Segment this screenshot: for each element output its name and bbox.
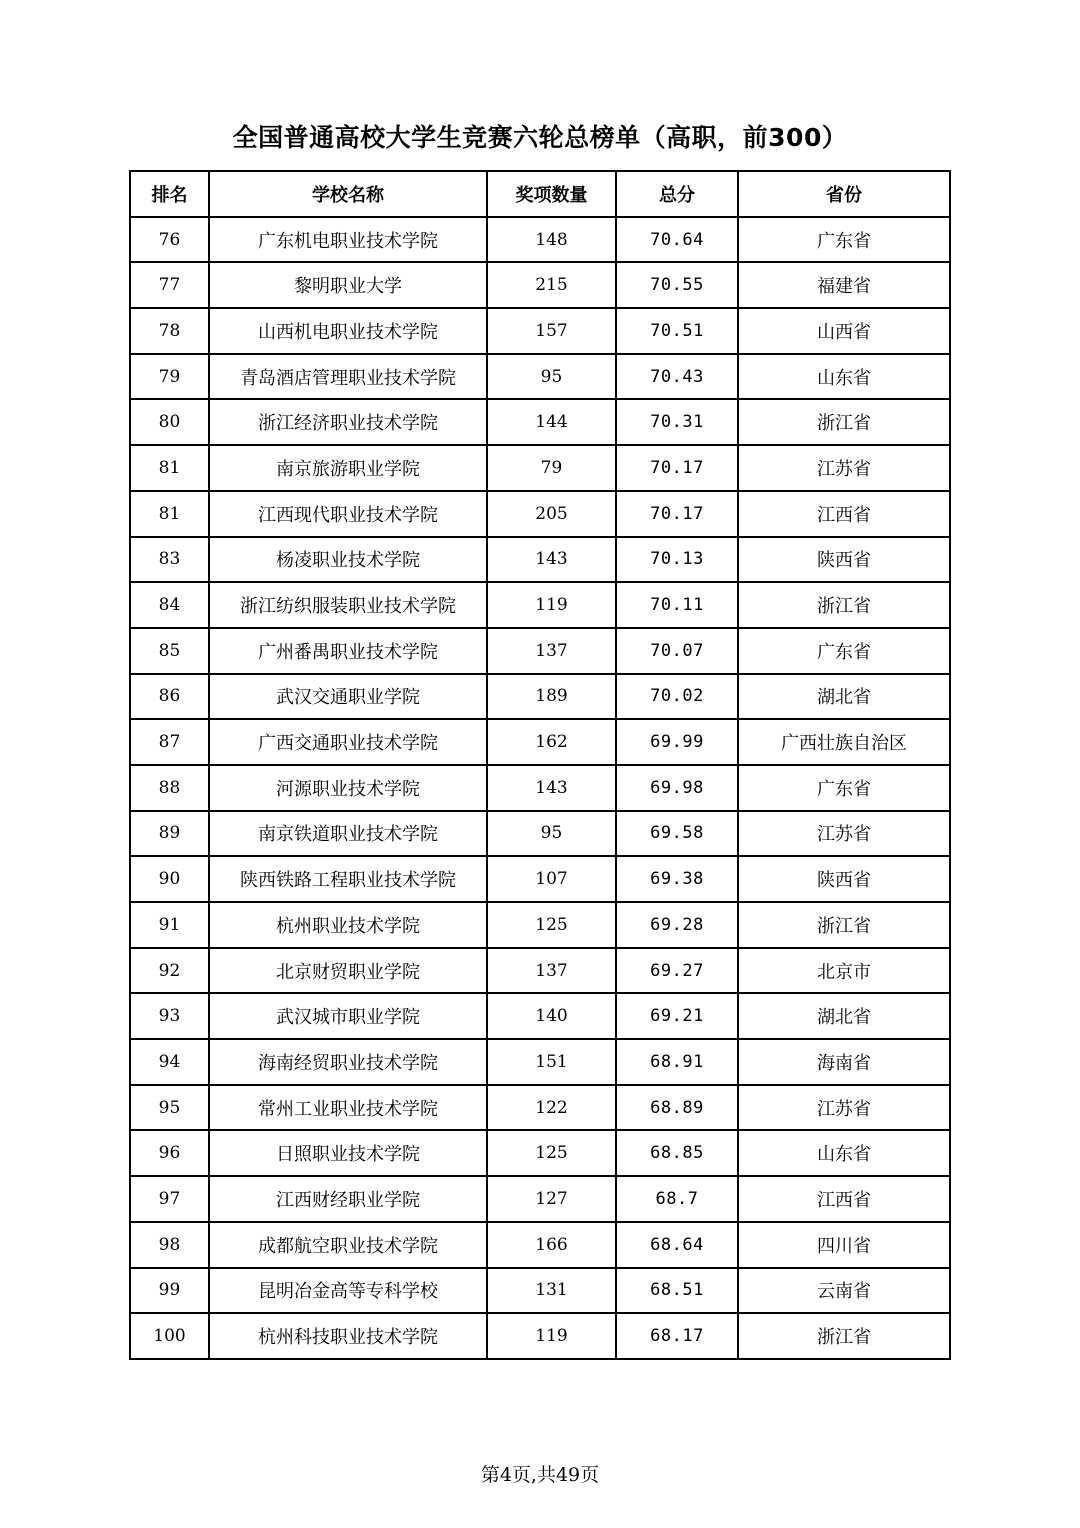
table-row: [130, 217, 950, 263]
province-cell: 广西壮族自治区: [738, 719, 950, 765]
province-cell: 山西省: [738, 308, 950, 354]
table-row: [130, 354, 950, 400]
rank-cell: 81: [130, 445, 209, 491]
province-cell: 山东省: [738, 1130, 950, 1176]
score-cell: 70.31: [616, 399, 738, 445]
province-cell: 云南省: [738, 1268, 950, 1314]
school-cell: 武汉城市职业学院: [209, 993, 487, 1039]
header-province: 省份: [738, 171, 950, 217]
awards-cell: 127: [487, 1176, 616, 1222]
table-row: [130, 719, 950, 765]
province-cell: 陕西省: [738, 856, 950, 902]
awards-cell: 125: [487, 1130, 616, 1176]
rank-cell: 77: [130, 262, 209, 308]
school-cell: 南京旅游职业学院: [209, 445, 487, 491]
rank-cell: 95: [130, 1085, 209, 1131]
awards-cell: 215: [487, 262, 616, 308]
awards-cell: 137: [487, 628, 616, 674]
rank-cell: 100: [130, 1313, 209, 1359]
table-row: [130, 811, 950, 857]
awards-cell: 125: [487, 902, 616, 948]
awards-cell: 144: [487, 399, 616, 445]
province-cell: 陕西省: [738, 537, 950, 583]
awards-cell: 119: [487, 1313, 616, 1359]
rank-cell: 94: [130, 1039, 209, 1085]
rank-cell: 78: [130, 308, 209, 354]
province-cell: 浙江省: [738, 1313, 950, 1359]
score-cell: 70.43: [616, 354, 738, 400]
table-row: [130, 1222, 950, 1268]
header-rank: 排名: [130, 171, 209, 217]
table-row: [130, 1085, 950, 1131]
awards-cell: 143: [487, 537, 616, 583]
school-cell: 武汉交通职业学院: [209, 674, 487, 720]
awards-cell: 119: [487, 582, 616, 628]
awards-cell: 131: [487, 1268, 616, 1314]
score-cell: 69.99: [616, 719, 738, 765]
school-cell: 昆明冶金高等专科学校: [209, 1268, 487, 1314]
score-cell: 69.21: [616, 993, 738, 1039]
score-cell: 70.17: [616, 445, 738, 491]
school-cell: 山西机电职业技术学院: [209, 308, 487, 354]
table-row: [130, 1313, 950, 1359]
province-cell: 江西省: [738, 491, 950, 537]
rank-cell: 79: [130, 354, 209, 400]
table-row: [130, 1130, 950, 1176]
table-row: [130, 1176, 950, 1222]
page-title: 全国普通高校大学生竞赛六轮总榜单（高职，前300）: [232, 123, 848, 152]
rank-cell: 88: [130, 765, 209, 811]
score-cell: 68.91: [616, 1039, 738, 1085]
rank-cell: 98: [130, 1222, 209, 1268]
province-cell: 湖北省: [738, 993, 950, 1039]
school-cell: 黎明职业大学: [209, 262, 487, 308]
table-row: [130, 537, 950, 583]
page-number-footer: 第4页,共49页: [480, 1464, 600, 1486]
score-cell: 70.55: [616, 262, 738, 308]
awards-cell: 143: [487, 765, 616, 811]
province-cell: 广东省: [738, 765, 950, 811]
score-cell: 69.27: [616, 948, 738, 994]
table-row: [130, 1268, 950, 1314]
awards-cell: 148: [487, 217, 616, 263]
school-cell: 青岛酒店管理职业技术学院: [209, 354, 487, 400]
school-cell: 广州番禺职业技术学院: [209, 628, 487, 674]
awards-cell: 107: [487, 856, 616, 902]
rank-cell: 93: [130, 993, 209, 1039]
score-cell: 69.98: [616, 765, 738, 811]
rank-cell: 99: [130, 1268, 209, 1314]
table-row: [130, 902, 950, 948]
awards-cell: 162: [487, 719, 616, 765]
rank-cell: 76: [130, 217, 209, 263]
rank-cell: 92: [130, 948, 209, 994]
province-cell: 四川省: [738, 1222, 950, 1268]
score-cell: 70.07: [616, 628, 738, 674]
school-cell: 日照职业技术学院: [209, 1130, 487, 1176]
awards-cell: 140: [487, 993, 616, 1039]
awards-cell: 166: [487, 1222, 616, 1268]
rank-cell: 84: [130, 582, 209, 628]
table-row: [130, 262, 950, 308]
province-cell: 海南省: [738, 1039, 950, 1085]
province-cell: 湖北省: [738, 674, 950, 720]
score-cell: 70.11: [616, 582, 738, 628]
province-cell: 福建省: [738, 262, 950, 308]
province-cell: 北京市: [738, 948, 950, 994]
school-cell: 广西交通职业技术学院: [209, 719, 487, 765]
awards-cell: 151: [487, 1039, 616, 1085]
school-cell: 江西现代职业技术学院: [209, 491, 487, 537]
school-cell: 杨凌职业技术学院: [209, 537, 487, 583]
school-cell: 江西财经职业学院: [209, 1176, 487, 1222]
rank-cell: 85: [130, 628, 209, 674]
header-school: 学校名称: [209, 171, 487, 217]
score-cell: 70.02: [616, 674, 738, 720]
awards-cell: 95: [487, 811, 616, 857]
province-cell: 浙江省: [738, 902, 950, 948]
province-cell: 广东省: [738, 217, 950, 263]
school-cell: 海南经贸职业技术学院: [209, 1039, 487, 1085]
score-cell: 69.38: [616, 856, 738, 902]
rank-cell: 81: [130, 491, 209, 537]
table-row: [130, 628, 950, 674]
rank-cell: 90: [130, 856, 209, 902]
score-cell: 68.85: [616, 1130, 738, 1176]
rank-cell: 80: [130, 399, 209, 445]
rank-cell: 86: [130, 674, 209, 720]
rank-cell: 83: [130, 537, 209, 583]
province-cell: 浙江省: [738, 582, 950, 628]
score-cell: 68.17: [616, 1313, 738, 1359]
province-cell: 江苏省: [738, 811, 950, 857]
province-cell: 江苏省: [738, 445, 950, 491]
rank-cell: 91: [130, 902, 209, 948]
rank-cell: 87: [130, 719, 209, 765]
school-cell: 浙江纺织服装职业技术学院: [209, 582, 487, 628]
rank-cell: 97: [130, 1176, 209, 1222]
rank-cell: 89: [130, 811, 209, 857]
awards-cell: 79: [487, 445, 616, 491]
school-cell: 成都航空职业技术学院: [209, 1222, 487, 1268]
awards-cell: 122: [487, 1085, 616, 1131]
table-row: [130, 1039, 950, 1085]
score-cell: 68.64: [616, 1222, 738, 1268]
awards-cell: 95: [487, 354, 616, 400]
table-row: [130, 674, 950, 720]
awards-cell: 157: [487, 308, 616, 354]
school-cell: 常州工业职业技术学院: [209, 1085, 487, 1131]
table-row: [130, 948, 950, 994]
table-row: [130, 445, 950, 491]
score-cell: 70.64: [616, 217, 738, 263]
score-cell: 68.51: [616, 1268, 738, 1314]
province-cell: 山东省: [738, 354, 950, 400]
score-cell: 69.58: [616, 811, 738, 857]
school-cell: 广东机电职业技术学院: [209, 217, 487, 263]
province-cell: 浙江省: [738, 399, 950, 445]
table-row: [130, 308, 950, 354]
score-cell: 70.17: [616, 491, 738, 537]
awards-cell: 205: [487, 491, 616, 537]
header-score: 总分: [616, 171, 738, 217]
header-awards: 奖项数量: [487, 171, 616, 217]
rank-cell: 96: [130, 1130, 209, 1176]
table-row: [130, 491, 950, 537]
school-cell: 杭州科技职业技术学院: [209, 1313, 487, 1359]
school-cell: 陕西铁路工程职业技术学院: [209, 856, 487, 902]
table-header-row: [130, 171, 950, 217]
awards-cell: 137: [487, 948, 616, 994]
province-cell: 江西省: [738, 1176, 950, 1222]
table-row: [130, 856, 950, 902]
awards-cell: 189: [487, 674, 616, 720]
ranking-table: [129, 170, 951, 1360]
school-cell: 河源职业技术学院: [209, 765, 487, 811]
score-cell: 69.28: [616, 902, 738, 948]
school-cell: 浙江经济职业技术学院: [209, 399, 487, 445]
school-cell: 杭州职业技术学院: [209, 902, 487, 948]
table-row: [130, 765, 950, 811]
score-cell: 68.7: [616, 1176, 738, 1222]
province-cell: 江苏省: [738, 1085, 950, 1131]
score-cell: 68.89: [616, 1085, 738, 1131]
province-cell: 广东省: [738, 628, 950, 674]
table-row: [130, 993, 950, 1039]
table-row: [130, 582, 950, 628]
school-cell: 北京财贸职业学院: [209, 948, 487, 994]
score-cell: 70.13: [616, 537, 738, 583]
score-cell: 70.51: [616, 308, 738, 354]
school-cell: 南京铁道职业技术学院: [209, 811, 487, 857]
table-row: [130, 399, 950, 445]
